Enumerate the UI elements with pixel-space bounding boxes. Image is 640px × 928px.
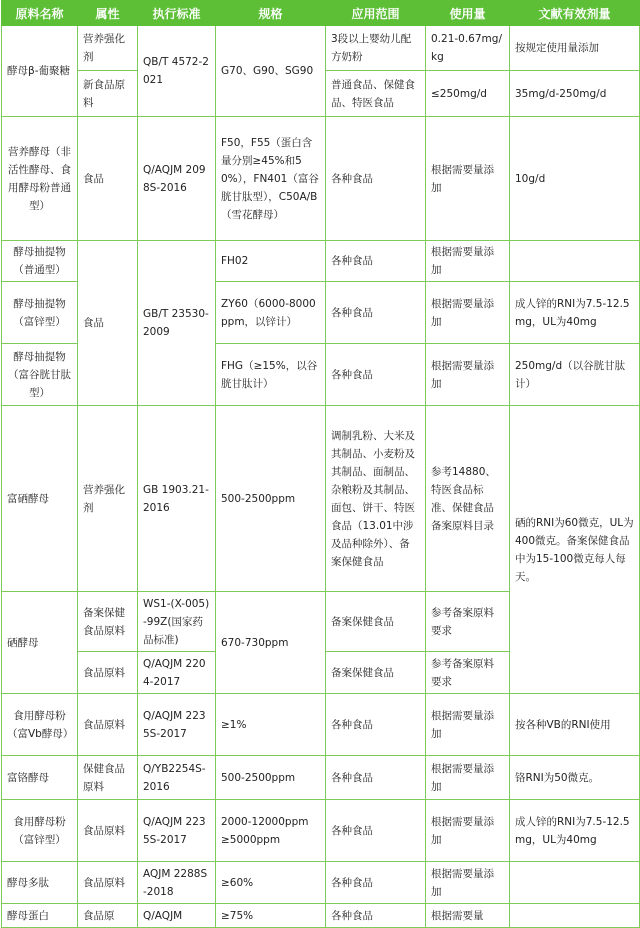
cell-std: Q/AQJM 2235S-2017: [138, 800, 216, 862]
cell-dose: [510, 904, 640, 928]
cell-scope: 各种食品: [326, 241, 426, 282]
cell-spec: ≥60%: [216, 862, 326, 904]
cell-attr: 食品原料: [78, 694, 138, 756]
cell-name: 酵母抽提物（富锌型）: [2, 282, 78, 344]
cell-scope: 各种食品: [326, 282, 426, 344]
cell-attr: 营养强化剂: [78, 26, 138, 71]
cell-std: Q/YB2254S-2016: [138, 756, 216, 800]
table-row: [2, 904, 640, 928]
cell-spec: 500-2500ppm: [216, 406, 326, 592]
cell-attr: 备案保健食品原料: [78, 592, 138, 652]
cell-name: 酵母抽提物（富谷胱甘肽型）: [2, 344, 78, 406]
cell-spec: FHG（≥15%，以谷胱甘肽计）: [216, 344, 326, 406]
cell-name: 硒酵母: [2, 592, 78, 694]
cell-scope: 各种食品: [326, 904, 426, 928]
cell-scope: 备案保健食品: [326, 652, 426, 694]
cell-scope: 调制乳粉、大米及其制品、小麦粉及其制品、面制品、杂粮粉及其制品、面包、饼干、特医食品（13.01中涉及品种除外）、备案保健食品: [326, 406, 426, 592]
cell-dose: 250mg/d（以谷胱甘肽计）: [510, 344, 640, 406]
header-spec: 规格: [216, 1, 326, 26]
cell-use: 根据需要量添加: [426, 282, 510, 344]
cell-dose: 铬RNI为50微克。: [510, 756, 640, 800]
cell-name: 富硒酵母: [2, 406, 78, 592]
table-row: [2, 241, 640, 282]
cell-use: 根据需要量添加: [426, 344, 510, 406]
cell-name: 营养酵母（非活性酵母、食用酵母粉普通型）: [2, 117, 78, 241]
cell-std: GB/T 23530-2009: [138, 241, 216, 406]
cell-name: 酵母β-葡聚糖: [2, 26, 78, 117]
cell-dose: 成人锌的RNI为7.5-12.5mg，UL为40mg: [510, 800, 640, 862]
cell-dose: 按各种VB的RNI使用: [510, 694, 640, 756]
table-row: [2, 862, 640, 904]
table-row: [2, 694, 640, 756]
cell-spec: 500-2500ppm: [216, 756, 326, 800]
header-dose: 文献有效剂量: [510, 1, 640, 26]
cell-name: 食用酵母粉（富Vb酵母）: [2, 694, 78, 756]
header-std: 执行标准: [138, 1, 216, 26]
cell-dose: [510, 241, 640, 282]
header-row: [2, 1, 640, 26]
cell-attr: 食品原料: [78, 862, 138, 904]
cell-dose: 硒的RNI为60微克，UL为400微克。备案保健食品中为15-100微克每人每天。: [510, 406, 640, 694]
cell-std: QB/T 4572-2021: [138, 26, 216, 117]
cell-name: 富铬酵母: [2, 756, 78, 800]
cell-dose: 成人锌的RNI为7.5-12.5mg，UL为40mg: [510, 282, 640, 344]
table-row: [2, 800, 640, 862]
cell-use: 根据需要量添加: [426, 117, 510, 241]
cell-spec: FH02: [216, 241, 326, 282]
cell-spec: G70、G90、SG90: [216, 26, 326, 117]
cell-use: 根据需要量添加: [426, 241, 510, 282]
table-row: [2, 117, 640, 241]
header-name: 原料名称: [2, 1, 78, 26]
cell-use: ≤250mg/d: [426, 71, 510, 117]
cell-std: Q/AQJM 2204-2017: [138, 652, 216, 694]
cell-dose: 10g/d: [510, 117, 640, 241]
cell-use: 参考备案原料要求: [426, 592, 510, 652]
cell-attr: 食品原: [78, 904, 138, 928]
cell-attr: 新食品原料: [78, 71, 138, 117]
cell-use: 0.21-0.67mg/kg: [426, 26, 510, 71]
cell-scope: 各种食品: [326, 800, 426, 862]
cell-scope: 各种食品: [326, 756, 426, 800]
cell-dose: 35mg/d-250mg/d: [510, 71, 640, 117]
cell-std: Q/AQJM 2098S-2016: [138, 117, 216, 241]
cell-attr: 食品: [78, 117, 138, 241]
table-row: [2, 406, 640, 592]
header-attr: 属性: [78, 1, 138, 26]
cell-scope: 3段以上婴幼儿配方奶粉: [326, 26, 426, 71]
cell-name: 食用酵母粉（富锌型）: [2, 800, 78, 862]
cell-spec: 2000-12000ppm ≥5000ppm: [216, 800, 326, 862]
cell-use: 根据需要量: [426, 904, 510, 928]
cell-spec: ≥75%: [216, 904, 326, 928]
cell-std: Q/AQJM: [138, 904, 216, 928]
cell-std: WS1-(X-005)-99Z(国家药品标准): [138, 592, 216, 652]
cell-spec: F50，F55（蛋白含量分别≥45%和50%），FN401（富谷胱甘肽型），C50A/B（雪花酵母）: [216, 117, 326, 241]
cell-name: 酵母抽提物（普通型）: [2, 241, 78, 282]
cell-spec: ZY60（6000-8000ppm，以锌计）: [216, 282, 326, 344]
cell-attr: 保健食品原料: [78, 756, 138, 800]
cell-name: 酵母蛋白: [2, 904, 78, 928]
cell-spec: ≥1%: [216, 694, 326, 756]
table-row: [2, 756, 640, 800]
cell-dose: [510, 862, 640, 904]
cell-std: GB 1903.21-2016: [138, 406, 216, 592]
cell-use: 根据需要量添加: [426, 756, 510, 800]
cell-spec: 670-730ppm: [216, 592, 326, 694]
cell-attr: 食品: [78, 241, 138, 406]
cell-use: 参考14880、特医食品标准、保健食品备案原料目录: [426, 406, 510, 592]
cell-scope: 各种食品: [326, 344, 426, 406]
cell-use: 根据需要量添加: [426, 694, 510, 756]
cell-scope: 普通食品、保健食品、特医食品: [326, 71, 426, 117]
cell-attr: 食品原料: [78, 800, 138, 862]
cell-std: AQJM 2288S-2018: [138, 862, 216, 904]
header-scope: 应用范围: [326, 1, 426, 26]
cell-use: 根据需要量添加: [426, 800, 510, 862]
table-row: [2, 26, 640, 71]
cell-scope: 各种食品: [326, 117, 426, 241]
cell-name: 酵母多肽: [2, 862, 78, 904]
cell-attr: 营养强化剂: [78, 406, 138, 592]
cell-attr: 食品原料: [78, 652, 138, 694]
header-use: 使用量: [426, 1, 510, 26]
yeast-ingredients-table: [1, 0, 640, 928]
cell-scope: 备案保健食品: [326, 592, 426, 652]
cell-use: 参考备案原料要求: [426, 652, 510, 694]
cell-scope: 各种食品: [326, 862, 426, 904]
cell-dose: 按规定使用量添加: [510, 26, 640, 71]
cell-std: Q/AQJM 2235S-2017: [138, 694, 216, 756]
cell-use: 根据需要量添加: [426, 862, 510, 904]
cell-scope: 各种食品: [326, 694, 426, 756]
